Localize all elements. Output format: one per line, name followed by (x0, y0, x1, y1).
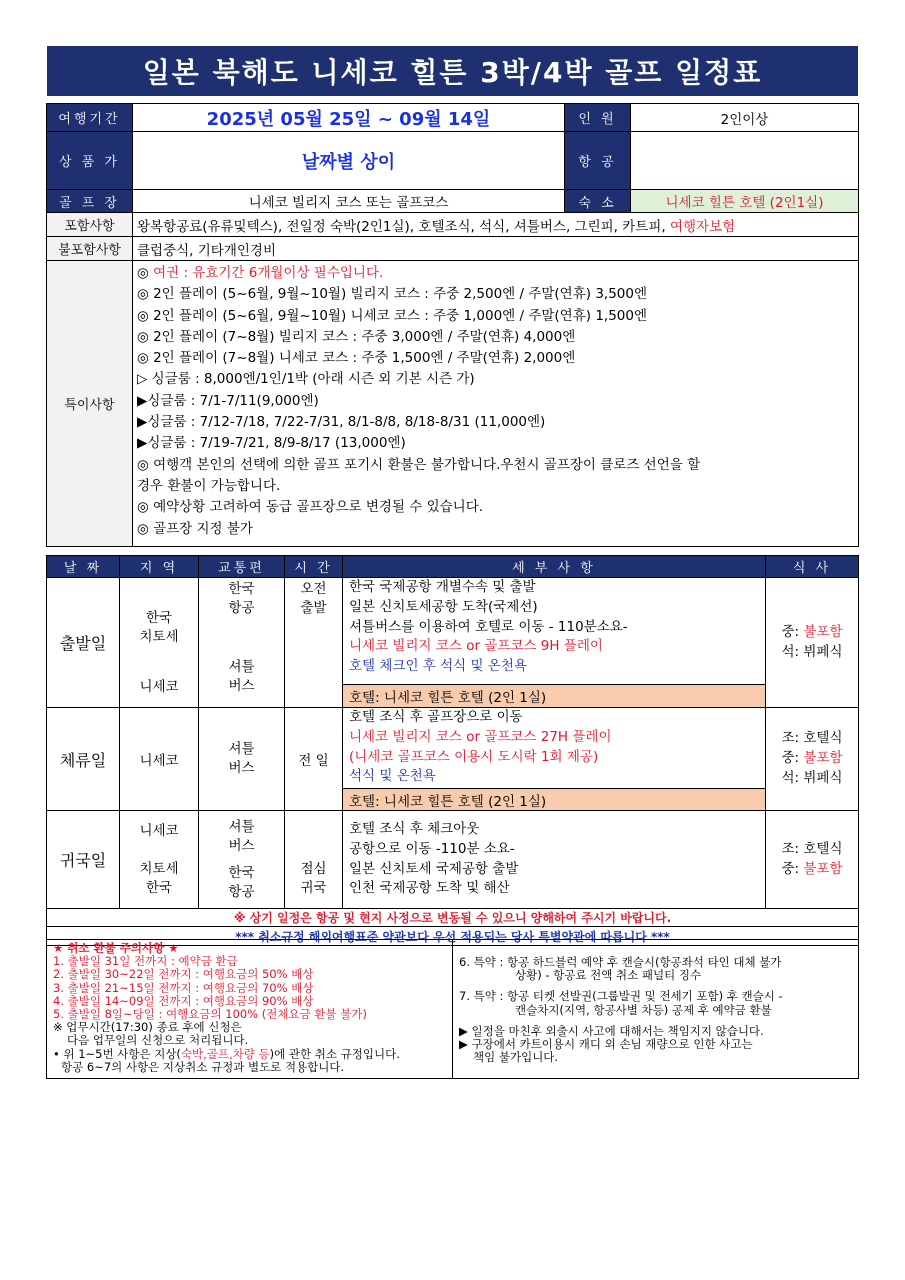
special-term: 6. 특약 : 항공 하드블럭 예약 후 캔슬시(항공좌석 타인 대체 불가 (459, 955, 782, 969)
day1-time (285, 578, 343, 708)
cancel-right (453, 940, 859, 1079)
conditions-table (46, 212, 859, 547)
meal-breakfast: 조: 호텔식 (781, 730, 843, 747)
time-text: 귀국 (300, 879, 327, 896)
day1-region (120, 578, 199, 708)
time-text: 오전 (300, 581, 327, 597)
time-text: 출발 (300, 600, 327, 616)
day3-details (343, 811, 766, 909)
price-label: 상 품 가 (47, 132, 133, 190)
special-notes (133, 261, 859, 547)
office-note: ※ 업무시간(17:30) 종료 후에 신청은 (53, 1020, 242, 1035)
day3-meal (766, 811, 859, 909)
region-text: 한국 (145, 610, 173, 626)
period-label: 여행기간 (47, 104, 133, 132)
included-insurance: 여행자보험 (669, 218, 736, 235)
detail-line: 호텔 조식 후 체크아웃 (349, 820, 480, 837)
region-text: 한국 (145, 879, 173, 896)
meal-lunch (766, 860, 858, 880)
special-line: ◎ 여행객 본인의 선택에 의한 골프 포기시 환불은 불가합니다.우천시 골프장이 클로즈 선언을 할 (137, 456, 701, 473)
detail-line: 일본 신치토세 국제공항 출발 (349, 860, 519, 877)
day1-details (343, 578, 766, 685)
transport-text: 항공 (228, 883, 255, 900)
meal-prefix: 중: (781, 750, 804, 767)
detail-line: 공항으로 이동 -110분 소요- (349, 840, 515, 857)
table-row (47, 811, 859, 909)
day2-details (343, 708, 766, 789)
hotel-value: 니세코 힐튼 호텔 (2인1실) (631, 190, 859, 213)
special-line-passport (133, 263, 858, 284)
cancel-item: 5. 출발일 8일~당일 : 여행요금의 100% (전체요금 환불 불가) (53, 1007, 367, 1022)
transport-text: 항공 (228, 600, 255, 616)
day3-transport (199, 811, 285, 909)
people-label: 인 원 (565, 104, 631, 132)
day3-time (285, 811, 343, 909)
rule-text: • 위 1~5번 사항은 지상( (53, 1046, 181, 1061)
special-line: ◎ 2인 플레이 (7~8월) 빌리지 코스 : 주중 3,000엔 / 주말(연휴) 4,000엔 (137, 328, 576, 345)
day2-label: 체류일 (47, 708, 120, 811)
meal-lunch (766, 623, 858, 643)
included-label: 포함사항 (47, 213, 133, 237)
special-line: ◎ 2인 플레이 (5~6월, 9월~10월) 빌리지 코스 : 주중 2,500엔 / 주말(연휴) 3,500엔 (137, 286, 648, 303)
included-value (133, 213, 859, 237)
special-term: 7. 특약 : 항공 티켓 선발권(그룹발권 및 전세기 포함) 후 캔슬시 - (459, 989, 783, 1004)
day1-meal (766, 578, 859, 708)
people-value: 2인이상 (631, 104, 859, 132)
special-line: 경우 환불이 가능합니다. (137, 477, 281, 494)
meal-excluded: 불포함 (803, 750, 843, 767)
rule-note (53, 1048, 446, 1061)
region-text: 치토세 (139, 629, 179, 645)
cancel-item: 4. 출발일 14~09일 전까지 : 여행요금의 90% 배상 (53, 993, 314, 1008)
table-row (47, 578, 859, 685)
info-table (46, 103, 859, 213)
special-label: 특이사항 (47, 261, 133, 547)
special-line: ◎ 2인 플레이 (7~8월) 니세코 코스 : 주중 1,500엔 / 주말(연휴) 2,000엔 (137, 350, 576, 367)
cancel-item: 2. 출발일 30~22일 전까지 : 여행요금의 50% 배상 (53, 967, 314, 982)
meal-excluded: 불포함 (803, 623, 843, 640)
day2-time: 전 일 (285, 708, 343, 811)
table-row (47, 708, 859, 789)
col-region: 지 역 (120, 556, 199, 578)
golf-label: 골 프 장 (47, 190, 133, 213)
day2-meal (766, 708, 859, 811)
office-note: 다음 업무일의 신청으로 처리됩니다. (67, 1033, 249, 1048)
meal-breakfast: 조: 호텔식 (781, 840, 843, 857)
meal-prefix: 중: (781, 623, 804, 640)
price-value: 날짜별 상이 (133, 132, 565, 190)
day2-region: 니세코 (120, 708, 199, 811)
time-text: 점심 (300, 860, 327, 877)
included-text: 왕복항공료(유류및텍스), 전일정 숙박(2인1실), 호텔조식, 석식, 셔틀버스, 그린피, 카트피, (137, 218, 670, 235)
col-details: 세 부 사 항 (343, 556, 766, 578)
hotel-label: 숙 소 (565, 190, 631, 213)
excluded-value: 클럽중식, 기타개인경비 (133, 237, 859, 261)
day1-hotel: 호텔: 니세코 힐튼 호텔 (2인 1실) (343, 684, 766, 707)
detail-line: 인천 국제공항 도착 및 해산 (349, 880, 510, 897)
detail-line: (니세코 골프코스 이용시 도시락 1회 제공) (349, 748, 599, 765)
col-transport: 교통편 (199, 556, 285, 578)
col-meal: 식 사 (766, 556, 859, 578)
day1-transport (199, 578, 285, 708)
meal-dinner: 석: 뷔페식 (781, 769, 843, 786)
special-line: ◎ 골프장 지정 불가 (137, 520, 253, 537)
special-line: ▷ 싱글룸 : 8,000엔/1인/1박 (아래 시즌 외 기본 시즌 가) (137, 371, 475, 388)
special-line: ▶싱글룸 : 7/1-7/11(9,000엔) (137, 392, 319, 409)
rule-note: 항공 6~7의 사항은 지상취소 규정과 별도로 적용합니다. (61, 1059, 345, 1074)
cancel-item: 3. 출발일 21~15일 전까지 : 여행요금의 70% 배상 (53, 980, 314, 995)
day3-label: 귀국일 (47, 811, 120, 909)
excluded-label: 불포함사항 (47, 237, 133, 261)
period-value: 2025년 05월 25일 ~ 09월 14일 (133, 104, 565, 132)
special-line: ◎ 예약상황 고려하여 동급 골프장으로 변경될 수 있습니다. (137, 499, 484, 516)
detail-line: 일본 신치토세공항 도착(국제선) (349, 598, 538, 615)
rule-text-red: 숙박,골프,차량 등 (180, 1046, 270, 1061)
golf-value: 니세코 빌리지 코스 또는 골프코스 (133, 190, 565, 213)
meal-excluded: 불포함 (803, 860, 843, 877)
special-line: ◎ 2인 플레이 (5~6월, 9월~10월) 니세코 코스 : 주중 1,000엔 / 주말(연휴) 1,500엔 (137, 307, 648, 324)
rule-text: )에 관한 취소 규정입니다. (269, 1046, 400, 1061)
transport-text: 셔틀 (228, 741, 255, 757)
transport-text: 셔틀 (228, 659, 255, 675)
detail-line: 석식 및 온천욕 (349, 768, 436, 785)
day1-label: 출발일 (47, 578, 120, 708)
schedule-notice: ※ 상기 일정은 항공 및 현지 사정으로 변동될 수 있으니 양해하여 주시기 바랍니다. (47, 909, 859, 927)
detail-line: 니세코 빌리지 코스 or 골프코스 9H 플레이 (349, 638, 603, 655)
transport-text: 한국 (228, 581, 255, 597)
transport-text: 한국 (228, 864, 255, 881)
cancel-heading: ★ 취소 환불 주의사항 ★ (53, 941, 179, 955)
region-text: 니세코 (139, 679, 179, 695)
special-term: ▶ 일정을 마친후 외출시 사고에 대해서는 책임지지 않습니다. (459, 1023, 764, 1038)
special-term: 상황) - 항공료 전액 취소 패널티 징수 (515, 968, 702, 983)
special-line: ▶싱글룸 : 7/19-7/21, 8/9-8/17 (13,000엔) (137, 435, 406, 452)
cancel-policy-notice: *** 취소규정 해외여행표준 약관보다 우선 적용되는 당사 특별약관에 따릅니다 *** (47, 927, 859, 946)
col-time: 시 간 (285, 556, 343, 578)
transport-text: 버스 (228, 837, 255, 854)
air-label: 항 공 (565, 132, 631, 190)
special-mark: ◎ (137, 265, 149, 281)
meal-dinner: 석: 뷔페식 (781, 643, 843, 660)
special-term: 책임 불가입니다. (473, 1050, 559, 1065)
region-text: 치토세 (139, 860, 179, 877)
transport-text: 버스 (228, 760, 255, 776)
day2-transport (199, 708, 285, 811)
region-text: 니세코 (139, 822, 179, 839)
air-value (631, 132, 859, 190)
day2-hotel: 호텔: 니세코 힐튼 호텔 (2인 1실) (343, 789, 766, 811)
special-term: 캔슬차지(지역, 항공사별 차등) 공제 후 예약금 환불 (515, 1002, 772, 1017)
detail-line: 한국 국제공항 개별수속 및 출발 (349, 579, 536, 595)
special-term: ▶ 구장에서 카트이용시 캐디 외 손님 재량으로 인한 사고는 (459, 1037, 753, 1052)
transport-text: 버스 (228, 678, 255, 694)
detail-line: 호텔 체크인 후 석식 및 온천욕 (349, 658, 527, 675)
detail-line: 호텔 조식 후 골프장으로 이동 (349, 709, 523, 725)
passport-note: 여권 : 유효기간 6개월이상 필수입니다. (153, 265, 384, 281)
detail-line: 셔틀버스를 이용하여 호텔로 이동 - 110분소요- (349, 618, 628, 635)
col-date: 날 짜 (47, 556, 120, 578)
special-line: ▶싱글룸 : 7/12-7/18, 7/22-7/31, 8/1-8/8, 8/18-8/31 (11,000엔) (137, 414, 546, 431)
detail-line: 니세코 빌리지 코스 or 골프코스 27H 플레이 (349, 728, 612, 745)
day3-region (120, 811, 199, 909)
transport-text: 셔틀 (228, 818, 255, 835)
cancel-item: 1. 출발일 31일 전까지 : 예약금 환급 (53, 954, 238, 969)
cancel-table (46, 939, 859, 1079)
page-title: 일본 북해도 니세코 힐튼 3박/4박 골프 일정표 (47, 46, 858, 96)
cancel-left (47, 940, 453, 1079)
schedule-table (46, 555, 859, 946)
meal-lunch (766, 749, 858, 769)
meal-prefix: 중: (781, 860, 804, 877)
